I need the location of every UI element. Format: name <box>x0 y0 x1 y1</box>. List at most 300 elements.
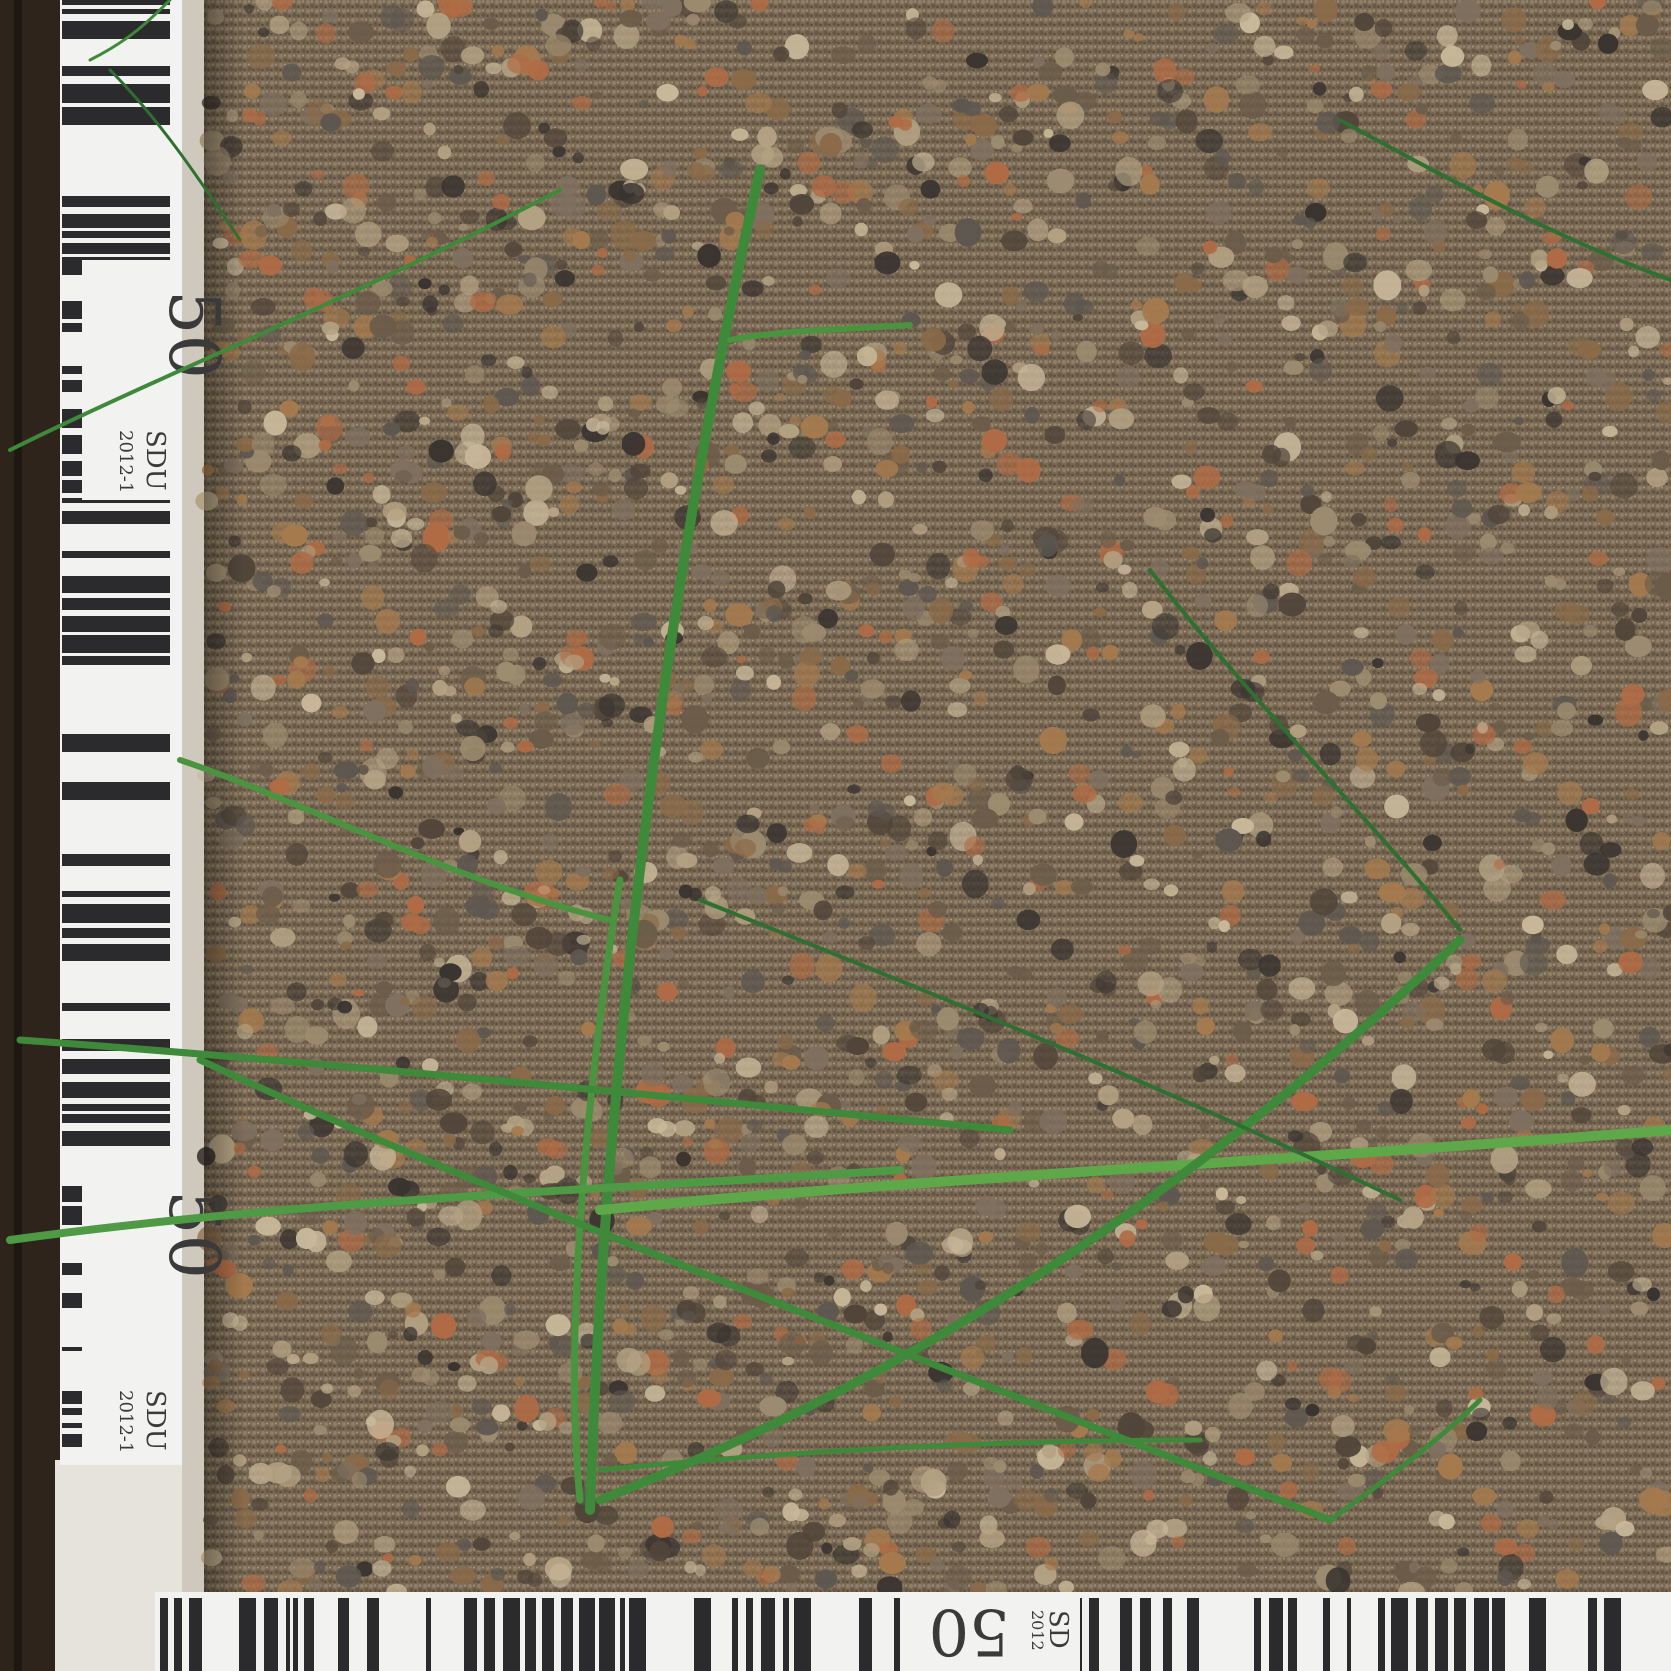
sand-grain <box>1621 1066 1645 1085</box>
sand-grain <box>355 222 382 248</box>
sand-grain <box>363 473 374 484</box>
sand-grain <box>1463 1089 1480 1108</box>
sand-grain <box>482 1332 502 1351</box>
sand-grain <box>608 469 621 482</box>
frame-left <box>0 0 62 1671</box>
sand-grain <box>1519 271 1536 289</box>
sand-grain <box>1184 440 1197 454</box>
sand-grain <box>904 795 916 806</box>
sand-grain <box>1387 597 1410 618</box>
sand-grain <box>959 601 973 612</box>
sand-grain <box>1392 1064 1417 1090</box>
sand-grain <box>1514 417 1524 425</box>
barcode-bar <box>694 1598 711 1671</box>
sand-grain <box>331 557 342 566</box>
sand-grain <box>657 982 678 1001</box>
sand-grain <box>452 630 474 649</box>
sand-grain <box>514 1395 539 1423</box>
sand-grain <box>1515 482 1541 503</box>
sand-grain <box>982 429 1007 453</box>
sand-grain <box>244 4 254 13</box>
sand-grain <box>1568 1156 1585 1171</box>
sand-grain <box>244 83 261 99</box>
sand-grain <box>270 16 290 35</box>
barcode-bar <box>1454 1598 1466 1671</box>
sand-grain <box>591 265 605 276</box>
sand-grain <box>676 1152 691 1167</box>
sand-grain <box>1048 228 1067 243</box>
sand-grain <box>719 160 743 178</box>
sand-grain <box>661 230 676 244</box>
sand-grain <box>968 778 985 792</box>
sand-grain <box>912 152 935 171</box>
sand-grain <box>402 1500 420 1519</box>
barcode-bar <box>62 84 170 103</box>
sand-grain <box>804 1116 828 1138</box>
sand-grain <box>419 944 436 961</box>
sand-grain <box>1281 316 1300 331</box>
sand-grain <box>843 1537 862 1551</box>
sand-grain <box>932 19 955 43</box>
sand-grain <box>797 152 820 174</box>
sand-grain <box>1500 1451 1520 1471</box>
sand-grain <box>1301 485 1314 497</box>
sand-grain <box>1310 507 1337 536</box>
sand-grain <box>775 393 786 401</box>
sand-grain <box>1051 330 1062 341</box>
barcode-bar <box>464 1598 477 1671</box>
barcode-bar <box>579 1598 595 1671</box>
sand-grain <box>885 695 902 708</box>
sand-grain <box>1376 227 1391 240</box>
sand-grain <box>480 1357 498 1375</box>
sand-grain <box>1567 268 1593 288</box>
barcode-bar <box>293 1598 298 1671</box>
sand-grain <box>1172 475 1192 489</box>
sand-grain <box>1342 1097 1356 1111</box>
sand-grain <box>635 550 657 571</box>
sand-grain <box>422 295 438 312</box>
sand-grain <box>1571 656 1592 675</box>
sand-grain <box>963 549 981 568</box>
sand-grain <box>1426 1018 1443 1030</box>
sand-grain <box>1013 655 1039 683</box>
sand-grain <box>359 545 382 562</box>
barcode-bar <box>1120 1598 1132 1671</box>
sand-grain <box>1294 353 1305 361</box>
left-ruler-number-bottom: 50 <box>153 1190 235 1280</box>
sand-grain <box>1246 1511 1256 1519</box>
sand-grain <box>411 544 438 573</box>
sand-grain <box>1481 1515 1502 1533</box>
sand-grain <box>982 359 1008 385</box>
sand-grain <box>713 858 735 875</box>
sand-grain <box>880 838 890 847</box>
sand-grain <box>1631 1381 1655 1400</box>
sand-grain <box>1310 888 1338 915</box>
sand-grain <box>738 1158 756 1176</box>
sand-grain <box>857 34 876 54</box>
sand-grain <box>968 629 979 639</box>
sand-grain <box>704 1119 715 1129</box>
sand-grain <box>1122 582 1137 599</box>
sand-grain <box>661 160 677 176</box>
sand-grain <box>326 477 344 494</box>
sand-grain <box>631 231 657 251</box>
bottom-ruler <box>155 1592 1671 1671</box>
sand-grain <box>964 836 985 856</box>
sand-grain <box>1435 64 1462 83</box>
sand-grain <box>1302 1299 1324 1323</box>
sand-grain <box>1296 1237 1315 1254</box>
sand-grain <box>841 1259 864 1279</box>
sand-grain <box>1439 1514 1455 1530</box>
sand-grain <box>962 401 974 414</box>
sand-grain <box>1217 333 1232 345</box>
sand-grain <box>1436 1400 1453 1418</box>
sand-grain <box>782 1134 807 1155</box>
sand-grain <box>1401 462 1413 471</box>
sand-grain <box>289 1558 315 1578</box>
sand-grain <box>800 648 823 666</box>
sand-grain <box>1596 370 1616 390</box>
sand-grain <box>1480 547 1504 564</box>
sand-grain <box>1204 528 1221 543</box>
sand-grain <box>1186 642 1213 670</box>
sand-grain <box>1203 1232 1230 1252</box>
sand-grain <box>1343 555 1360 567</box>
sand-grain <box>1123 30 1134 39</box>
sand-grain <box>702 693 712 704</box>
sand-grain <box>251 675 276 701</box>
sand-grain <box>440 1112 468 1134</box>
sand-grain <box>1497 1500 1514 1518</box>
sand-grain <box>1372 658 1383 668</box>
sand-grain <box>1557 702 1576 719</box>
sand-grain <box>682 1529 701 1544</box>
sand-grain <box>405 1302 421 1318</box>
sand-grain <box>1100 531 1117 548</box>
sand-grain <box>894 639 918 661</box>
sand-grain <box>1211 729 1229 747</box>
sand-grain <box>1192 997 1208 1014</box>
sand-grain <box>1098 1085 1119 1105</box>
sand-grain <box>1237 1563 1257 1577</box>
sand-grain <box>1548 1286 1565 1304</box>
sand-grain <box>1129 1312 1151 1336</box>
sand-grain <box>496 294 523 315</box>
sand-grain <box>746 1120 762 1132</box>
sand-grain <box>1045 1557 1059 1570</box>
sand-grain <box>241 360 266 385</box>
sand-grain <box>511 903 536 926</box>
sand-grain <box>1373 425 1389 441</box>
barcode-bar <box>62 231 170 238</box>
sand-grain <box>901 691 921 712</box>
sand-grain <box>1163 825 1186 846</box>
sand-grain <box>602 868 619 880</box>
sand-grain <box>478 171 495 187</box>
barcode-bar <box>62 1131 170 1146</box>
sand-grain <box>450 1566 476 1585</box>
sand-grain <box>504 242 522 257</box>
sand-grain <box>356 882 379 898</box>
sand-grain <box>906 17 927 39</box>
sand-grain <box>1044 426 1065 444</box>
sand-grain <box>937 1379 952 1392</box>
sand-grain <box>883 1332 893 1343</box>
sand-grain <box>1023 281 1048 302</box>
sand-grain <box>1019 1253 1037 1273</box>
sand-grain <box>460 1500 486 1521</box>
sand-grain <box>398 1101 413 1114</box>
sand-grain <box>1405 41 1427 60</box>
sand-grain <box>950 355 963 364</box>
sand-grain <box>367 562 379 572</box>
sand-grain <box>1516 81 1527 89</box>
sand-grain <box>818 609 838 629</box>
sand-grain <box>1348 1474 1366 1487</box>
sand-grain <box>1621 684 1645 705</box>
sand-grain <box>333 533 346 542</box>
sand-grain <box>1206 43 1218 54</box>
sand-grain <box>1622 813 1636 823</box>
sand-grain <box>736 1057 762 1077</box>
barcode-bar <box>1416 1598 1428 1671</box>
sand-grain <box>389 786 404 799</box>
sand-grain <box>764 182 779 194</box>
sand-grain <box>1554 71 1575 88</box>
sand-grain <box>793 1197 808 1209</box>
sand-grain <box>1013 1489 1039 1511</box>
sand-grain <box>1376 385 1404 411</box>
sand-grain <box>1071 879 1093 895</box>
sand-grain <box>546 932 571 956</box>
sand-grain <box>367 1410 394 1439</box>
sand-grain <box>1260 469 1277 487</box>
sand-grain <box>1002 286 1020 305</box>
sand-grain <box>418 819 445 839</box>
sand-grain <box>832 181 854 204</box>
sand-grain <box>523 1174 535 1183</box>
barcode-bar <box>1604 1598 1621 1671</box>
sand-grain <box>724 987 735 999</box>
sand-grain <box>994 319 1006 330</box>
sand-grain <box>1148 136 1166 150</box>
sand-grain <box>494 850 508 864</box>
sand-grain <box>406 678 419 692</box>
sand-grain <box>421 482 448 503</box>
sand-grain <box>851 1495 868 1510</box>
sand-grain <box>651 539 668 553</box>
sand-grain <box>1182 547 1200 560</box>
sand-grain <box>513 1330 539 1349</box>
sand-grain <box>996 453 1023 476</box>
sand-grain <box>1303 218 1316 229</box>
sand-grain <box>248 1166 261 1178</box>
sand-grain <box>692 1220 709 1235</box>
sand-grain <box>1555 1569 1579 1588</box>
sand-grain <box>1265 247 1282 263</box>
sand-grain <box>1199 1122 1209 1130</box>
sand-grain <box>1593 1019 1614 1038</box>
sand-grain <box>1508 50 1522 65</box>
sand-grain <box>863 1464 873 1472</box>
barcode-bar <box>239 1598 256 1671</box>
sand-grain <box>1313 82 1327 96</box>
sand-grain <box>1508 129 1528 151</box>
sand-grain <box>847 725 869 743</box>
sand-grain <box>1591 1044 1610 1062</box>
sand-grain <box>557 693 578 715</box>
sand-grain <box>931 634 949 650</box>
sand-grain <box>255 225 268 237</box>
sand-grain <box>464 677 485 695</box>
sand-grain <box>759 414 782 436</box>
sand-grain <box>1378 203 1394 217</box>
sand-grain <box>757 127 777 148</box>
sand-grain <box>1119 793 1144 813</box>
sand-grain <box>916 932 942 956</box>
sand-grain <box>787 1583 798 1593</box>
sand-grain <box>1276 771 1290 783</box>
sand-grain <box>1134 33 1144 41</box>
barcode-bar <box>426 1598 431 1671</box>
sand-grain <box>838 917 850 929</box>
sand-grain <box>1526 937 1550 955</box>
sand-grain <box>966 53 988 69</box>
sand-grain <box>885 1222 907 1246</box>
sand-grain <box>1264 792 1278 803</box>
sand-grain <box>326 260 340 274</box>
sand-grain <box>1180 953 1196 964</box>
sand-grain <box>985 162 1010 184</box>
sand-grain <box>487 798 506 814</box>
barcode-bar <box>62 1082 170 1098</box>
sand-grain <box>942 924 962 941</box>
sand-grain <box>251 1498 268 1511</box>
sand-grain <box>1589 551 1609 566</box>
sand-grain <box>1582 1169 1593 1177</box>
sand-grain <box>1068 764 1090 783</box>
sand-grain <box>610 677 620 686</box>
sand-grain <box>438 146 452 160</box>
sand-grain <box>1025 407 1040 424</box>
sand-grain <box>336 792 354 810</box>
sand-grain <box>403 47 418 62</box>
sand-grain <box>1635 930 1647 939</box>
sand-grain <box>1307 99 1324 113</box>
sand-grain <box>1200 508 1215 522</box>
sand-grain <box>1173 367 1188 383</box>
sand-grain <box>310 1172 326 1187</box>
sand-grain <box>949 678 971 693</box>
sand-grain <box>465 896 491 917</box>
sand-grain <box>1471 55 1491 77</box>
sand-grain <box>1284 417 1295 429</box>
sand-grain <box>1333 1232 1345 1243</box>
sand-grain <box>979 469 993 483</box>
sand-grain <box>1194 595 1211 608</box>
sand-grain <box>1535 1023 1548 1033</box>
sand-grain <box>926 396 937 408</box>
sand-grain <box>1076 192 1091 208</box>
barcode-bar <box>62 196 170 207</box>
sand-grain <box>1191 262 1205 274</box>
sand-grain <box>810 1340 833 1366</box>
sand-grain <box>280 1229 298 1249</box>
sand-grain <box>390 320 415 345</box>
sand-grain <box>1493 720 1507 734</box>
sand-grain <box>322 10 338 23</box>
barcode-bar <box>62 551 170 558</box>
sand-grain <box>769 858 782 869</box>
sand-grain <box>1447 480 1466 498</box>
sand-grain <box>949 1046 963 1060</box>
sand-grain <box>1331 1267 1349 1284</box>
sand-grain <box>316 787 336 804</box>
sand-grain <box>731 69 757 90</box>
sand-grain <box>1064 1205 1091 1228</box>
sand-grain <box>262 1258 276 1269</box>
sand-grain <box>1250 545 1275 570</box>
sand-grain <box>346 428 370 447</box>
sand-grain <box>316 414 344 441</box>
sand-grain <box>1556 945 1577 964</box>
sand-grain <box>941 1088 957 1101</box>
barcode-bar <box>62 734 170 752</box>
sand-grain <box>555 419 581 439</box>
sand-grain <box>832 102 848 118</box>
sand-grain <box>1001 231 1028 251</box>
sand-grain <box>1296 17 1308 26</box>
sand-grain <box>767 432 779 445</box>
sand-grain <box>768 581 786 599</box>
sand-grain <box>1120 540 1135 551</box>
sand-grain <box>921 328 946 351</box>
sand-grain <box>361 585 385 610</box>
sand-grain <box>701 647 727 668</box>
sand-grain <box>854 153 868 168</box>
sand-grain <box>316 1467 330 1482</box>
barcode-bar <box>1323 1598 1330 1671</box>
sand-grain <box>708 307 722 321</box>
barcode-bar <box>62 598 170 610</box>
sand-grain <box>809 284 821 295</box>
sand-grain <box>441 175 465 197</box>
sand-grain <box>1271 1454 1292 1472</box>
sand-grain <box>1185 1421 1203 1436</box>
sand-grain <box>1354 627 1369 638</box>
sand-grain <box>777 518 795 531</box>
sand-grain <box>1493 432 1521 453</box>
sand-grain <box>1557 1074 1568 1083</box>
barcode-bar <box>62 214 170 228</box>
sand-grain <box>1151 1000 1162 1009</box>
sand-grain <box>1461 1197 1483 1214</box>
sand-grain <box>1518 1579 1532 1590</box>
sand-grain <box>697 86 708 96</box>
sand-grain <box>650 1541 671 1562</box>
sand-grain <box>411 837 424 849</box>
sand-grain <box>948 380 959 388</box>
sand-grain <box>1462 954 1482 969</box>
barcode-bar <box>62 511 170 524</box>
sand-grain <box>504 1304 516 1316</box>
sand-grain <box>517 741 534 753</box>
sand-grain <box>756 221 773 239</box>
sand-grain <box>1140 704 1166 727</box>
